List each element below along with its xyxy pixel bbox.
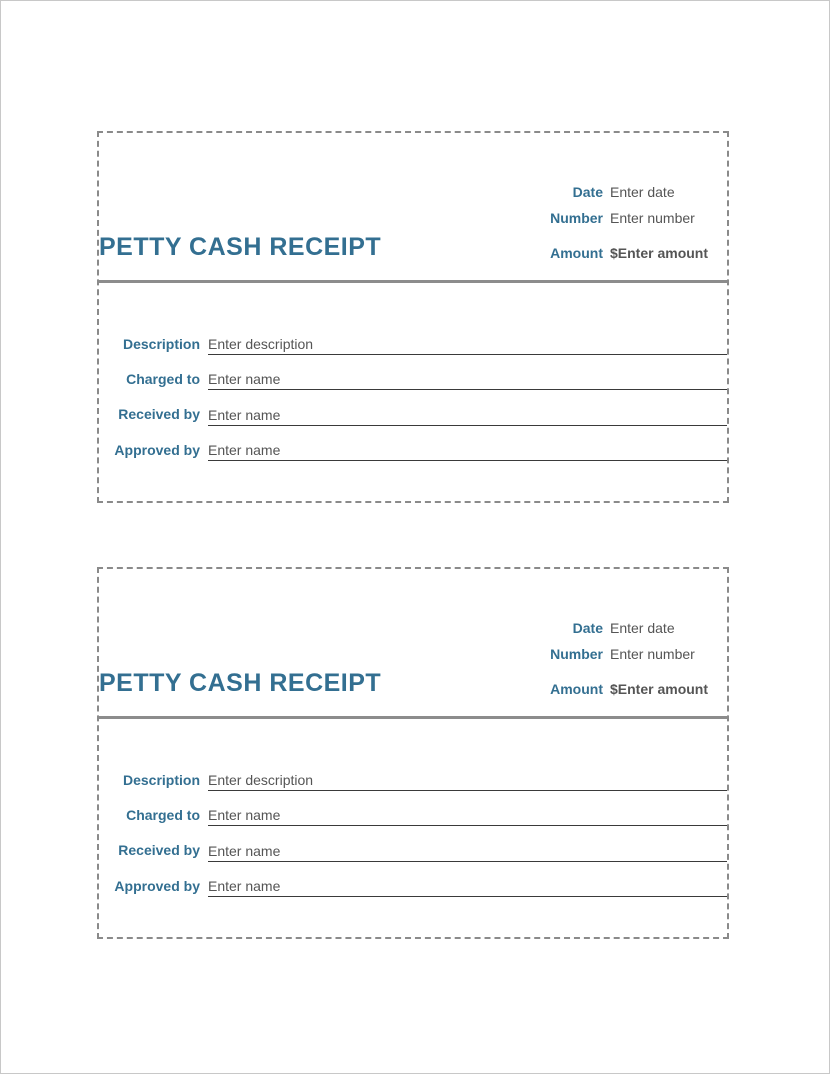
approved-by-label: Approved by [114,878,200,894]
description-label: Description [122,772,200,788]
charged-to-label: Charged to [126,371,200,387]
receipt-card [97,131,729,503]
received-by-label: Received by [118,842,200,858]
approved-by-field[interactable]: Enter name [208,441,727,461]
receipt-title: PETTY CASH RECEIPT [99,233,382,261]
receipt-card [97,567,729,939]
amount-label: Amount [550,245,603,261]
number-field[interactable]: Enter number [610,646,695,662]
receipt-title: PETTY CASH RECEIPT [99,669,382,697]
received-by-label: Received by [118,406,200,422]
date-label: Date [572,184,603,200]
description-field[interactable]: Enter description [208,771,727,791]
charged-to-field[interactable]: Enter name [208,370,727,390]
number-field[interactable]: Enter number [610,210,695,226]
number-label: Number [550,210,603,226]
approved-by-label: Approved by [114,442,200,458]
amount-field[interactable]: $Enter amount [610,681,709,697]
charged-to-field[interactable]: Enter name [208,806,727,826]
description-label: Description [122,336,200,352]
received-by-field[interactable]: Enter name [208,406,727,426]
received-by-field[interactable]: Enter name [208,842,727,862]
header-divider [99,280,727,283]
charged-to-label: Charged to [126,807,200,823]
description-field[interactable]: Enter description [208,335,727,355]
date-field[interactable]: Enter date [610,620,675,636]
date-label: Date [572,620,603,636]
amount-label: Amount [550,681,603,697]
amount-field[interactable]: $Enter amount [610,245,709,261]
approved-by-field[interactable]: Enter name [208,877,727,897]
header-divider [99,716,727,719]
number-label: Number [550,646,603,662]
date-field[interactable]: Enter date [610,184,675,200]
